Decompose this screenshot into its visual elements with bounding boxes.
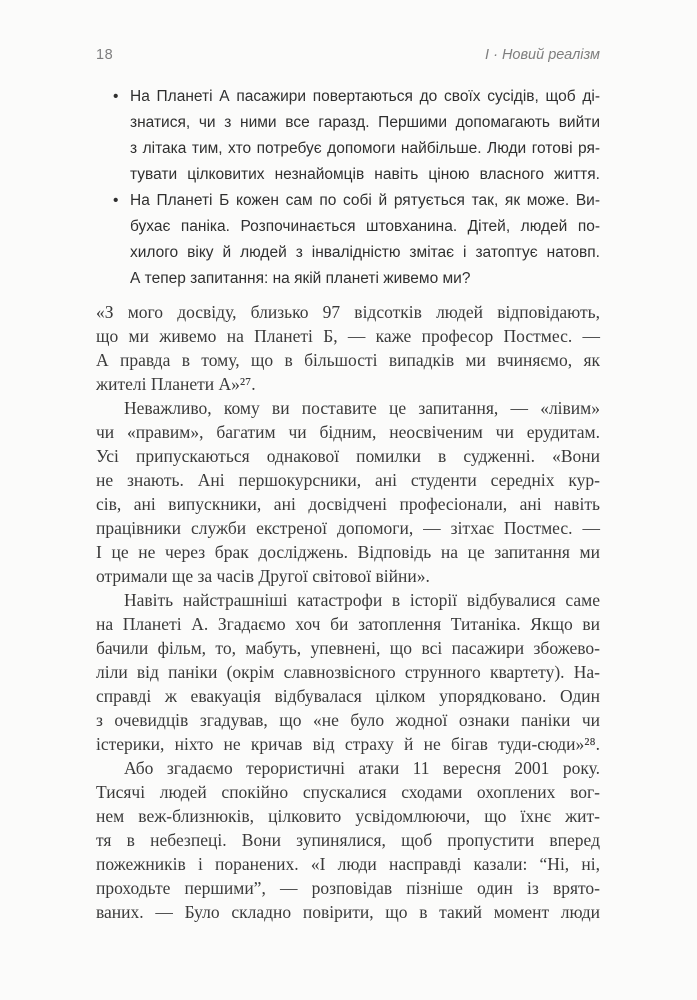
text-line: проходьте першими”, — розповідав пізніше один із врято- — [96, 878, 600, 898]
page-number: 18 — [96, 47, 114, 63]
text-line: бачили фільм, то, мабуть, упевнені, що всі пасажири збожево- — [96, 638, 600, 658]
text-line: на Планеті А. Згадаємо хоч би затоплення Титаніка. Якщо ви — [96, 614, 600, 634]
text-line: Тисячі людей спокійно спускалися сходами охоплених вог- — [96, 782, 600, 802]
text-line: чи «правим», багатим чи бідним, неосвіченим чи ерудитам. — [96, 422, 600, 442]
text-line: «З мого досвіду, близько 97 відсотків людей відповідають, — [96, 302, 600, 322]
page-header — [96, 46, 600, 64]
bullet-marker-icon: • — [113, 192, 119, 209]
text-line: тя в небезпеці. Вони зупинялися, щоб пропустити вперед — [96, 830, 600, 850]
text-line: На Планеті А пасажири повертаються до своїх сусідів, щоб ді- — [130, 88, 600, 105]
paragraph — [96, 396, 600, 588]
text-line: отримали ще за часів Другої світової війни». — [96, 566, 430, 586]
text-line: Усі припускаються однакової помилки в судженні. «Вони — [96, 446, 600, 466]
text-line: знатися, чи з ними все гаразд. Першими допомагають вийти — [130, 114, 600, 131]
list-item-text — [130, 84, 600, 188]
text-line: І це не через брак досліджень. Відповідь на це запитання ми — [96, 542, 600, 562]
text-line: не знають. Ані першокурсники, ані студенти середніх кур- — [96, 470, 600, 490]
text-line: жителі Планети А»²⁷. — [96, 374, 256, 394]
text-line: А правда в тому, що в більшості випадків ми вчиняємо, як — [96, 350, 600, 370]
text-line: хилого віку й людей з інвалідністю змітає і затоптує натовп. — [130, 244, 600, 261]
text-line: Навіть найстрашніші катастрофи в історії відбувалися саме — [124, 590, 600, 610]
text-line: істерики, ніхто не кричав від страху й не бігав туди-сюди»²⁸. — [96, 734, 600, 754]
text-line: що ми живемо на Планеті Б, — каже професор Постмес. — — [96, 326, 600, 346]
text-block — [96, 0, 600, 924]
text-line: Неважливо, кому ви поставите це запитання, — «лівим» — [124, 398, 600, 418]
text-line: нем веж-близнюків, цілковито усвідомлюючи, що їхнє жит- — [96, 806, 600, 826]
text-line: справді ж евакуація відбувалася цілком упорядковано. Один — [96, 686, 600, 706]
question-line: А тепер запитання: на якій планеті живемо ми? — [130, 270, 471, 287]
paragraph — [96, 756, 600, 924]
running-chapter-title: І · Новий реалізм — [485, 47, 600, 63]
body-text — [96, 300, 600, 924]
text-line: На Планеті Б кожен сам по собі й рятується так, як може. Ви- — [130, 192, 600, 209]
list-item — [96, 84, 600, 188]
bullet-marker-icon: • — [113, 88, 119, 105]
paragraph — [96, 588, 600, 756]
bullet-list — [96, 84, 600, 266]
list-item — [96, 188, 600, 266]
text-line: з літака тим, хто потребує допомоги найбільше. Люди готові ря- — [130, 140, 600, 157]
text-line: бухає паніка. Розпочинається штовханина. Дітей, людей по- — [130, 218, 600, 235]
text-line: Або згадаємо терористичні атаки 11 вересня 2001 року. — [124, 758, 600, 778]
text-line: ваних. — Було складно повірити, що в такий момент люди — [96, 902, 600, 922]
text-line: ліли від паніки (окрім славнозвісного струнного квартету). На- — [96, 662, 600, 682]
text-line: з очевидців згадував, що «не було жодної ознаки паніки чи — [96, 710, 600, 730]
list-item-text — [130, 188, 600, 266]
text-line: сів, ані випускники, ані досвідчені професіонали, ані навіть — [96, 494, 600, 514]
text-line: тувати цілковитих незнайомців навіть ціною власного життя. — [130, 166, 600, 183]
text-line: пожежників і поранених. «І люди насправді казали: “Ні, ні, — [96, 854, 600, 874]
paragraph — [96, 300, 600, 396]
text-line: працівники служби екстреної допомоги, — зітхає Постмес. — — [96, 518, 600, 538]
